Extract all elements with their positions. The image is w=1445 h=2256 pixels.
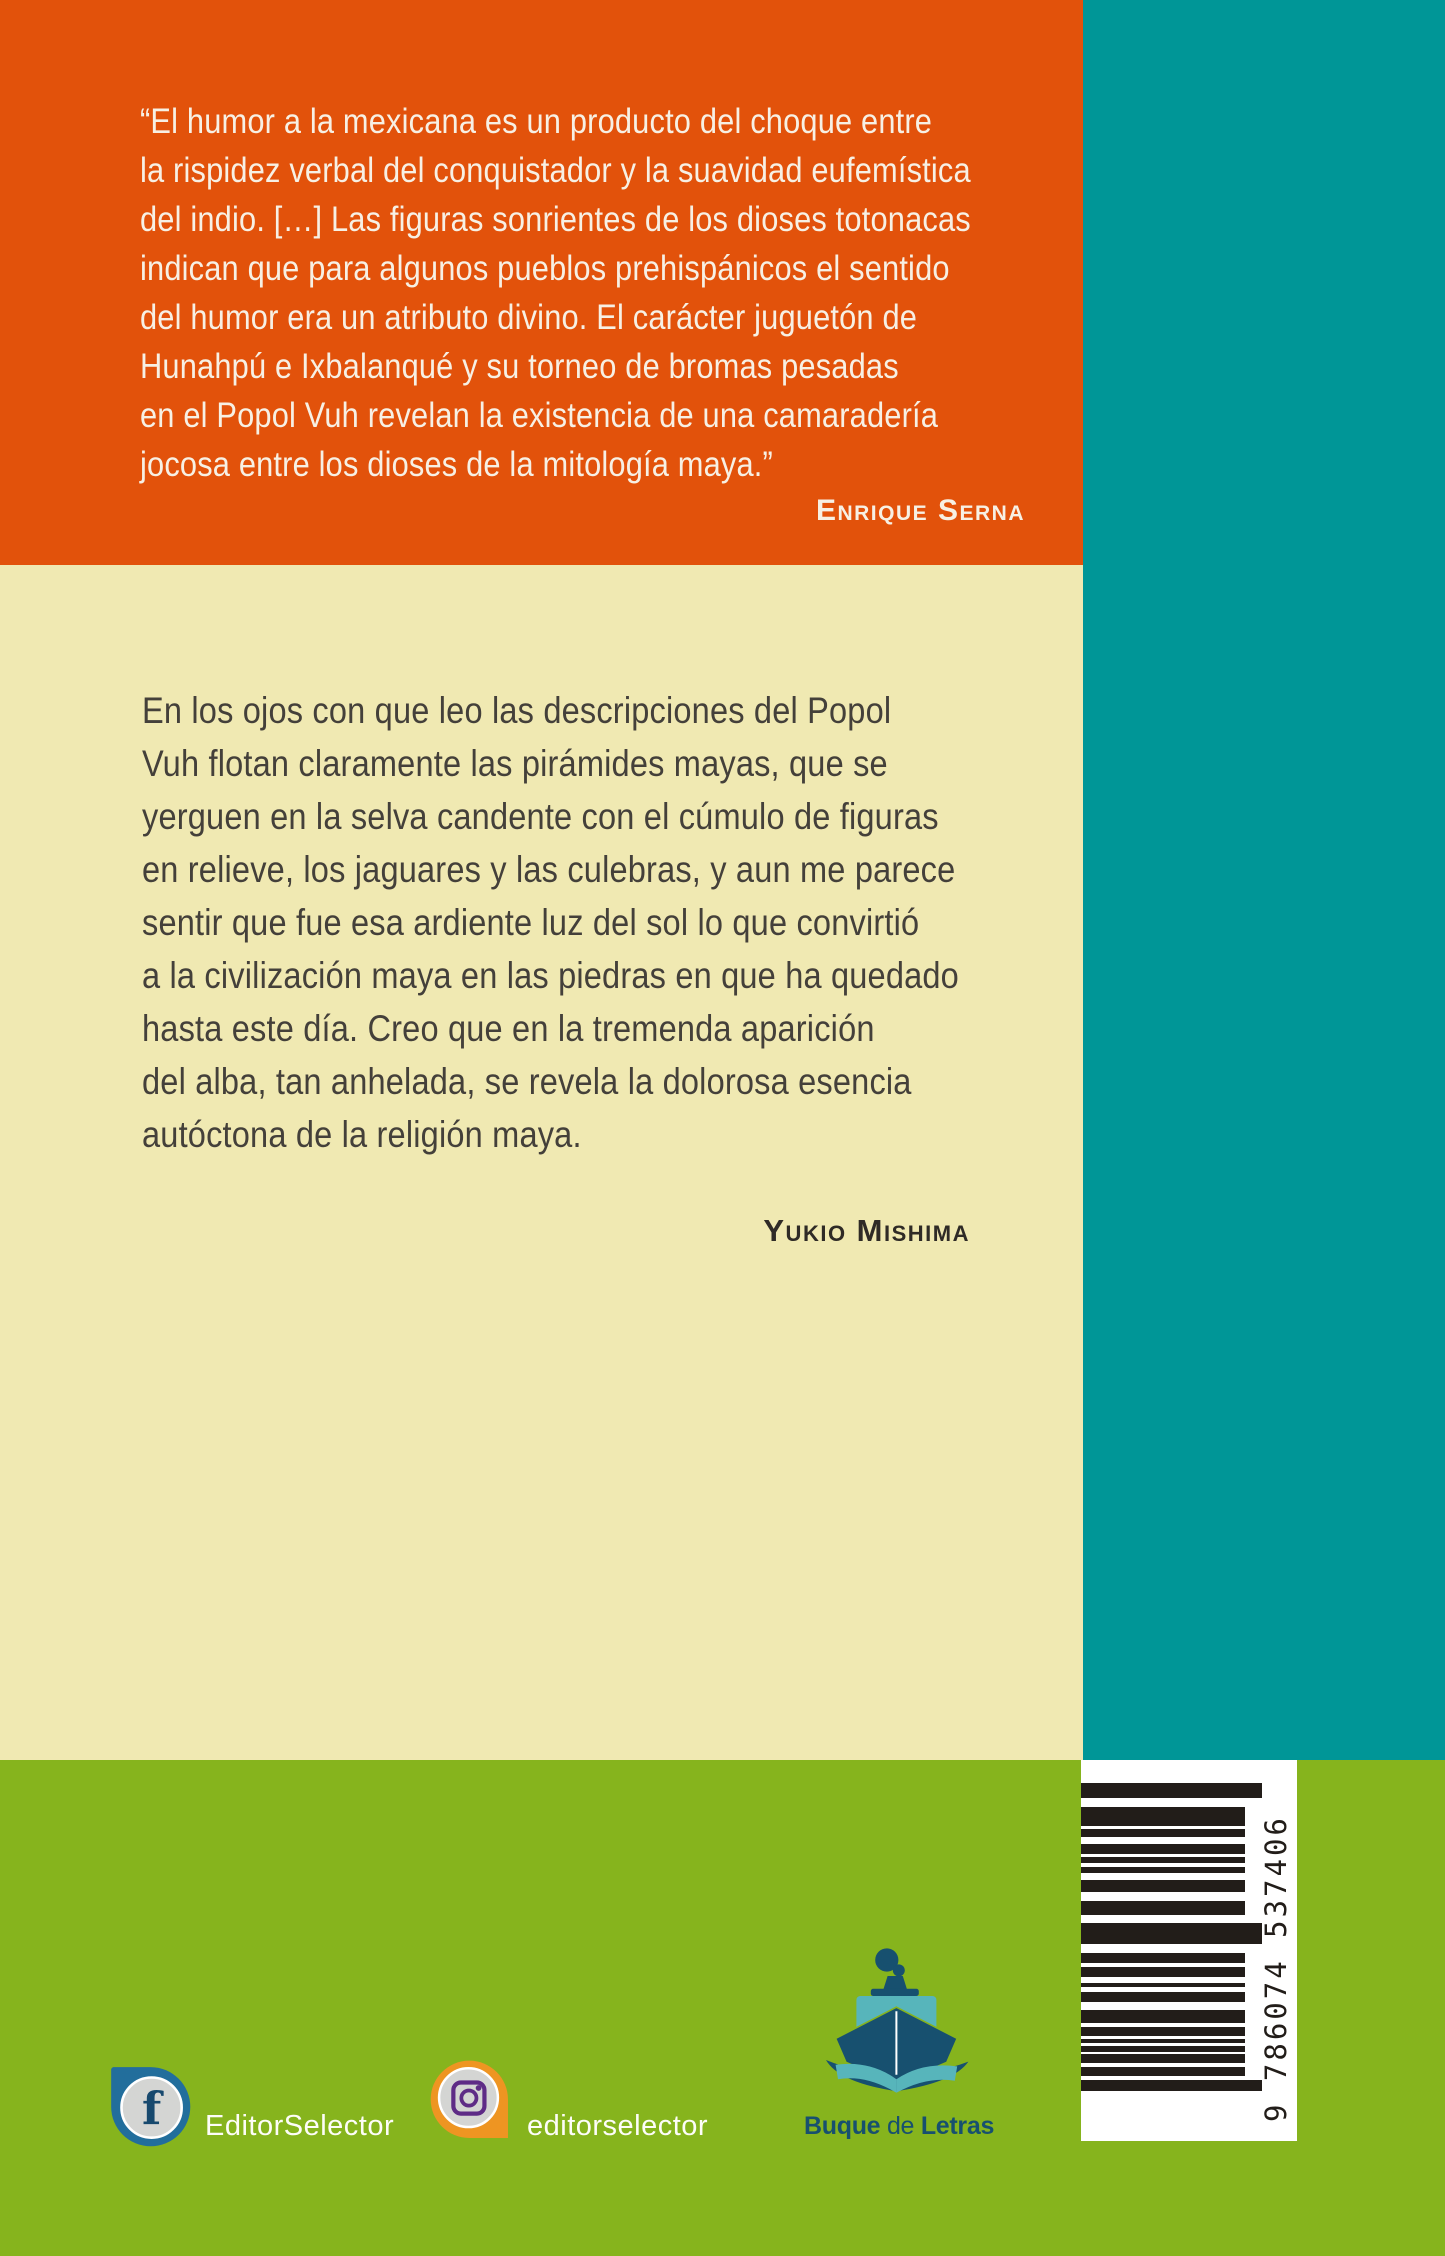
instagram-handle-label: editorselector bbox=[527, 2110, 709, 2142]
instagram-icon bbox=[429, 2059, 513, 2143]
green-footer bbox=[0, 1760, 1445, 2256]
cream-quote-section bbox=[0, 565, 1083, 1760]
quote-text-mishima: En los ojos con que leo las descripciones del Popol Vuh flotan claramente las pirámides mayas, que se yerguen en la selva candente con el cúmulo de figuras en relieve, los jaguares y las culebras, y aun me parece sentir que fue esa ardiente luz del sol lo que convirtió a la civilización maya en las piedras en que ha quedado hasta este día. Creo que en la tremenda aparición del alba, tan anhelada, se revela la dolorosa esencia autóctona de la religión maya. bbox=[142, 690, 959, 1155]
isbn-number: 9 786074 537406 bbox=[1259, 1815, 1293, 2122]
attribution-enrique-serna: Enrique Serna bbox=[815, 494, 1025, 527]
attribution-yukio-mishima: Yukio Mishima bbox=[763, 1213, 970, 1248]
quote-text-serna: “El humor a la mexicana es un producto del choque entre la rispidez verbal del conquistador y la suavidad eufemística del indio. […] Las figuras sonrientes de los dioses totonacas indican que para algunos pueblos prehispánicos el sentido del humor era un atributo divino. El carácter juguetón de Hunahpú e Ixbalanqué y su torneo de bromas pesadas en el Popol Vuh revelan la existencia de una camaradería jocosa entre los dioses de la mitología maya.” bbox=[140, 102, 971, 484]
facebook-icon bbox=[106, 2062, 192, 2148]
facebook-handle-label: EditorSelector bbox=[205, 2110, 395, 2142]
publisher-word-de: de bbox=[886, 2112, 915, 2140]
teal-side-stripe bbox=[1083, 0, 1445, 1760]
orange-quote-section bbox=[0, 0, 1083, 565]
publisher-ship-logo-icon bbox=[818, 1940, 978, 2112]
barcode-bars bbox=[1081, 1783, 1262, 2091]
svg-text:f: f bbox=[141, 2081, 162, 2135]
publisher-word-buque: Buque bbox=[804, 2112, 881, 2140]
publisher-wordmark bbox=[804, 2112, 995, 2141]
isbn-barcode bbox=[1081, 1760, 1297, 2141]
instagram-badge bbox=[429, 2059, 513, 2143]
publisher-word-letras: Letras bbox=[920, 2112, 995, 2140]
facebook-badge bbox=[106, 2062, 192, 2148]
